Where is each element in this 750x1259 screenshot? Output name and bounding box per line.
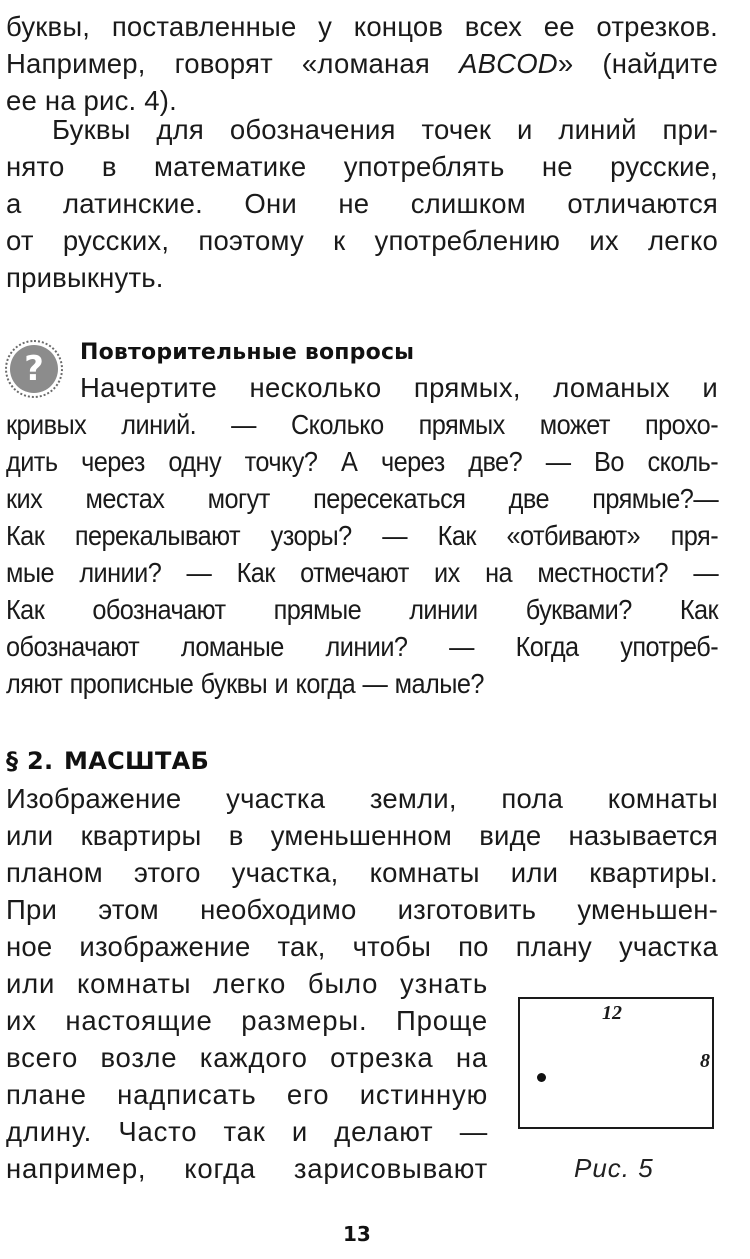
- figure-caption: Рис. 5: [574, 1153, 654, 1183]
- text-line: кривых линий. — Сколько прямых может прохо-: [6, 409, 719, 440]
- text-line: дить через одну точку? А через две? — Во сколь-: [6, 446, 719, 477]
- text-line: или комнаты легко было узнать: [6, 968, 488, 999]
- text-line: плане надписать его истинную: [6, 1079, 488, 1110]
- figure-room-plan: [518, 997, 714, 1129]
- text-line: Как перекалывают узоры? — Как «отбивают» пря-: [6, 520, 719, 551]
- text-fragment: Например, говорят «ломаная: [6, 48, 460, 79]
- text-line: ное изображение так, чтобы по плану участка: [6, 931, 718, 962]
- text-line: всего возле каждого отрезка на: [6, 1042, 488, 1073]
- question-mark-glyph: ?: [10, 345, 58, 393]
- text-fragment: » (найдите: [557, 48, 718, 79]
- text-line: привыкнуть.: [6, 262, 164, 293]
- text-line: а латинские. Они не слишком отличаются: [6, 188, 718, 219]
- section-heading: [6, 743, 209, 780]
- dimension-label-top: 12: [602, 1002, 622, 1024]
- text-line: мые линии? — Как отмечают их на местности? —: [6, 557, 719, 588]
- dimension-label-right: 8: [700, 1050, 710, 1072]
- section-title-text: МАСШТАБ: [64, 747, 210, 775]
- text-line: например, когда зарисовывают: [6, 1153, 488, 1184]
- text-line: Как обозначают прямые линии буквами? Как: [6, 594, 719, 625]
- text-line: ее на рис. 4).: [6, 85, 177, 116]
- text-line: При этом необходимо изготовить уменьшен-: [6, 894, 718, 925]
- text-line: обозначают ломаные линии? — Когда употреб-: [6, 631, 719, 662]
- question-mark-icon: [5, 340, 63, 398]
- text-line: буквы, поставленные у концов всех ее отрезков.: [6, 11, 718, 42]
- text-line: ких местах могут пересекаться две прямые?—: [6, 483, 719, 514]
- text-line: их настоящие размеры. Проще: [6, 1005, 488, 1036]
- page-number: 13: [343, 1222, 371, 1246]
- polyline-name: ABCOD: [459, 48, 558, 79]
- text-line: длину. Часто так и делают —: [6, 1116, 488, 1147]
- text-line: Буквы для обозначения точек и линий при-: [52, 114, 718, 145]
- text-line: от русских, поэтому к употреблению их легко: [6, 225, 718, 256]
- text-line: ляют прописные буквы и когда — малые?: [6, 668, 484, 699]
- text-line: нято в математике употреблять не русские,: [6, 151, 718, 182]
- point-marker: [537, 1073, 546, 1082]
- text-line: планом этого участка, комнаты или квартиры.: [6, 857, 718, 888]
- text-line: Изображение участка земли, пола комнаты: [6, 783, 718, 814]
- text-line: [6, 45, 718, 82]
- section-number: § 2.: [6, 747, 54, 775]
- review-questions-title: Повторительные вопросы: [80, 340, 415, 365]
- text-line: Начертите несколько прямых, ломаных и: [80, 372, 718, 403]
- text-line: или квартиры в уменьшенном виде называется: [6, 820, 718, 851]
